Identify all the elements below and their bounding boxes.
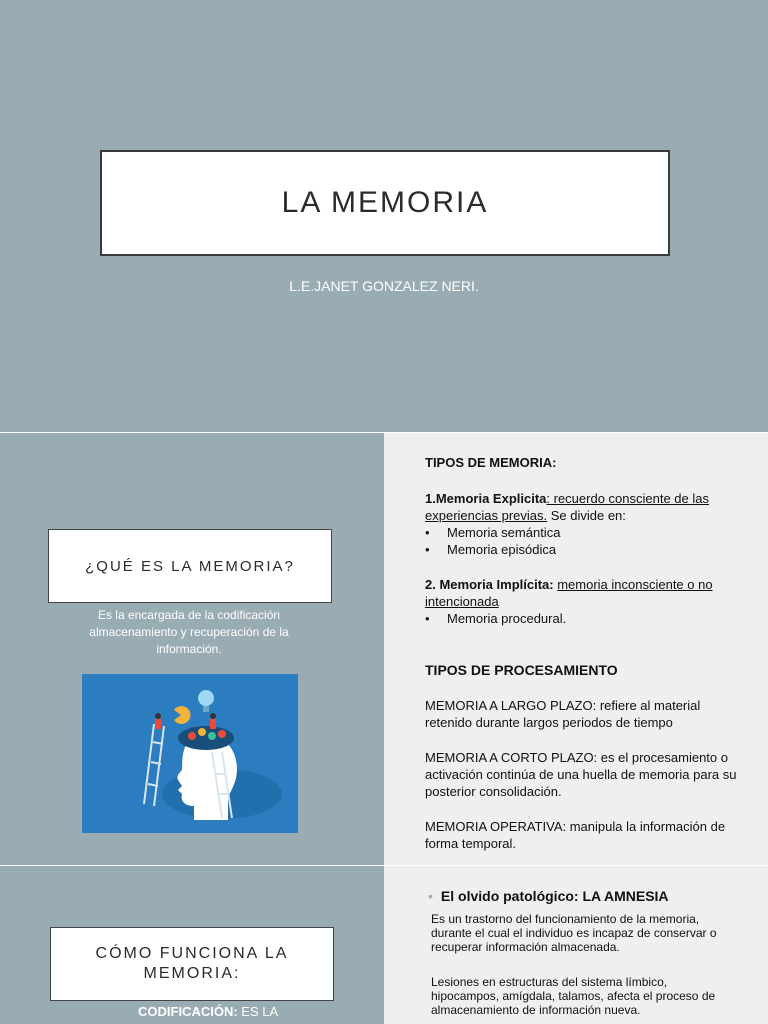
slide-title: LA MEMORIA (281, 186, 489, 219)
implicit-definition: memoria inconsciente o no intencionada (425, 577, 713, 609)
head-memory-illustration (82, 674, 298, 833)
author-name: L.E.JANET GONZALEZ NERI. (289, 278, 479, 294)
bullet-icon: • (428, 888, 433, 904)
question-box (48, 529, 332, 603)
list-item: • Memoria episódica (425, 541, 745, 558)
how-title-box (50, 927, 334, 1001)
definition-slide (0, 433, 768, 865)
explicit-title: 1.Memoria Explicita (425, 491, 547, 506)
how-memory-works-slide (0, 866, 768, 1024)
short-term-memory: MEMORIA A CORTO PLAZO: es el procesamiento o activación continúa de una huella de memoria para su posterior consolidación. (425, 750, 737, 799)
amnesia-causes: Lesiones en estructuras del sistema límbico, hipocampos, amígdala, talamos, afecta el proceso de almacenamiento de información nueva. (431, 975, 716, 1017)
title-box (100, 150, 670, 256)
operative-memory: MEMORIA OPERATIVA: manipula la información de forma temporal. (425, 819, 726, 851)
explicit-definition: : recuerdo consciente de las experiencias previas. (425, 491, 709, 523)
codification-text: CODIFICACIÓN: ES LA (138, 1004, 279, 1019)
types-heading: TIPOS DE MEMORIA: (425, 455, 557, 470)
memory-definition: Es la encargada de la codificación almacenamiento y recuperación de la información. (89, 608, 289, 656)
implicit-title: 2. Memoria Implícita: (425, 577, 554, 592)
implicit-memory-block (425, 576, 745, 627)
list-item: • Memoria procedural. (425, 610, 745, 627)
amnesia-heading: • El olvido patológico: LA AMNESIA (428, 888, 669, 904)
amnesia-definition: Es un trastorno del funcionamiento de la memoria, durante el cual el individuo es incapaz de conservar o recuperar información almacenada. (431, 912, 717, 954)
question-title: ¿QUÉ ES LA MEMORIA? (85, 557, 295, 575)
left-panel (0, 866, 384, 1024)
processing-heading: TIPOS DE PROCESAMIENTO (425, 662, 618, 678)
long-term-memory: MEMORIA A LARGO PLAZO: refiere al material retenido durante largos periodos de tiempo (425, 698, 701, 730)
left-panel (0, 433, 384, 865)
list-item: • Memoria semántica (425, 524, 745, 541)
how-title: CÓMO FUNCIONA LA MEMORIA: (95, 945, 289, 982)
title-slide (0, 0, 768, 432)
explicit-memory-block: 1.Memoria Explicita: recuerdo consciente de las experiencias previas. Se divide en: • Memoria semántica • Memoria episódica (425, 490, 745, 558)
